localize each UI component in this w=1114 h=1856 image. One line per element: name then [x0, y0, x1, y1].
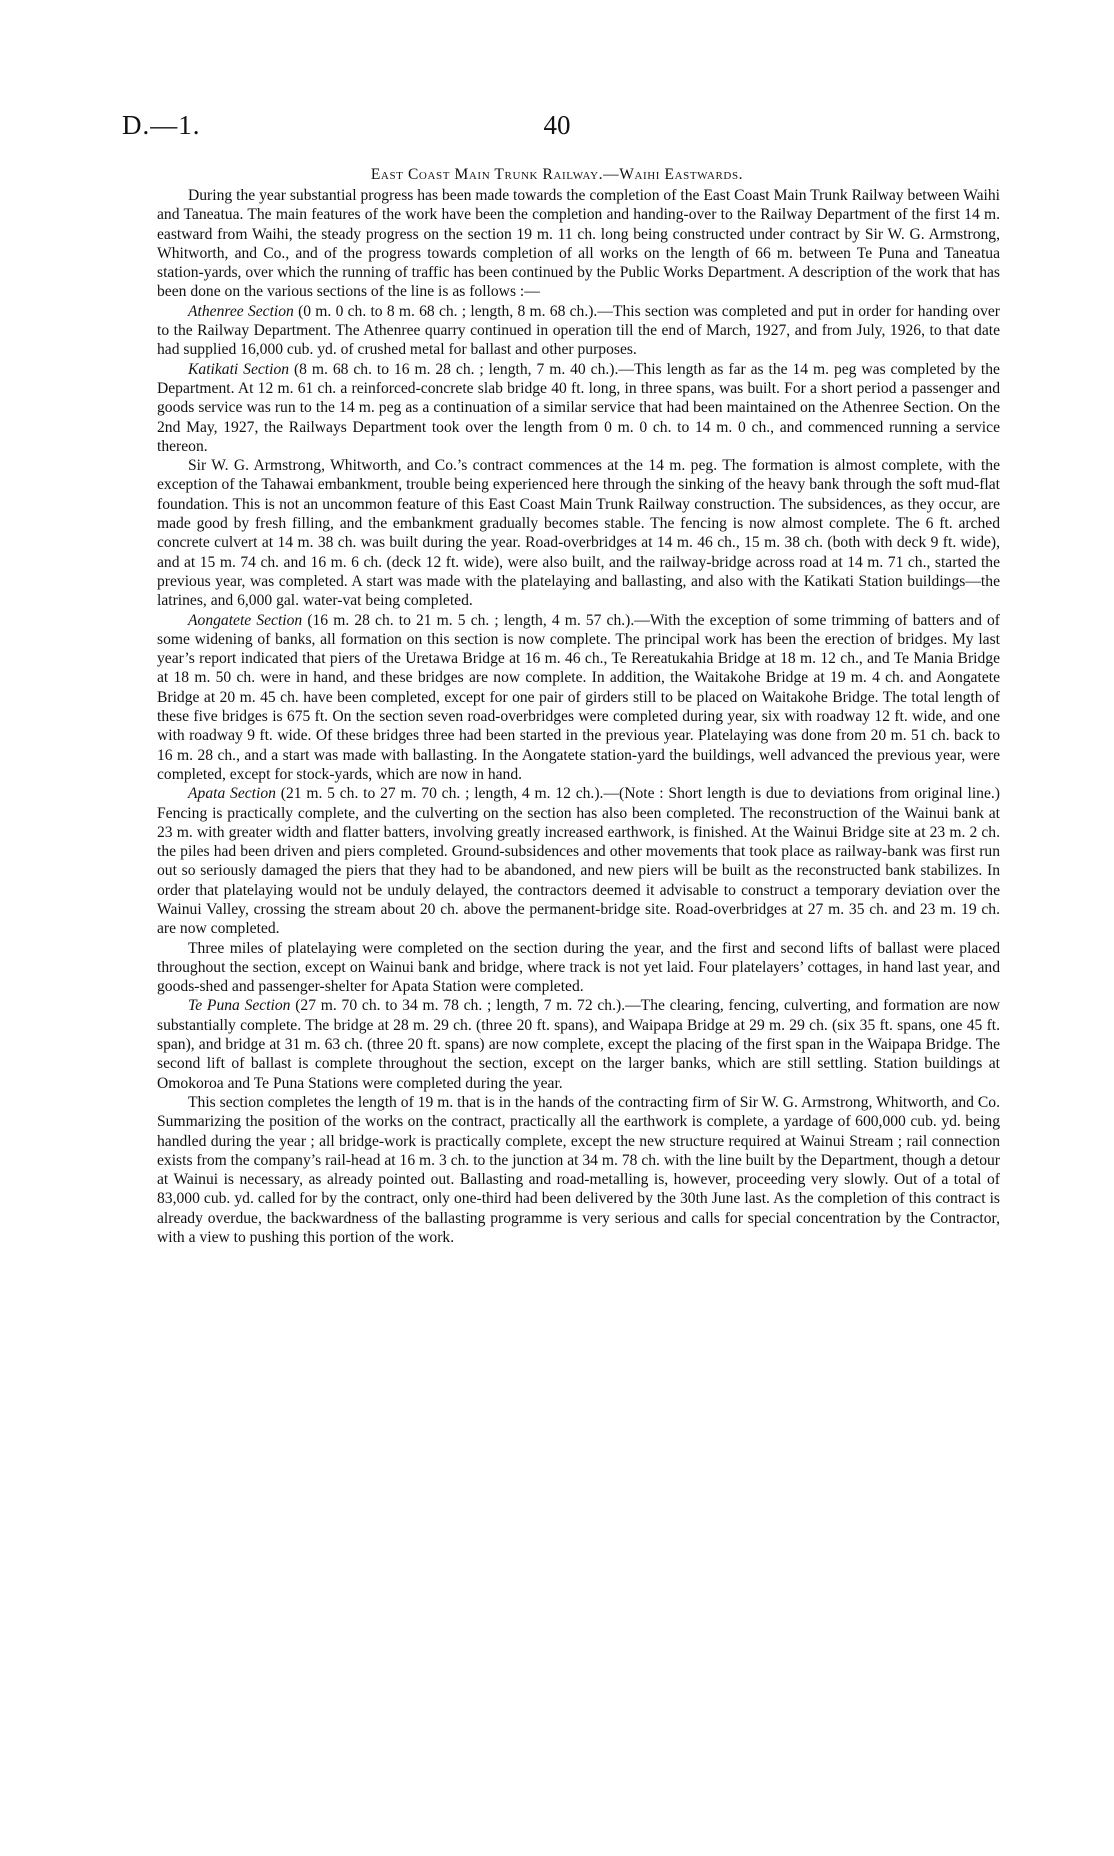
document-reference: D.—1. [122, 110, 201, 140]
section-title: East Coast Main Trunk Railway.—Waihi Eastwards. [370, 166, 744, 183]
page-header [122, 110, 992, 146]
paragraph-contract: Sir W. G. Armstrong, Whitworth, and Co.’s contract commences at the 14 m. peg. The formation is almost complete, with the exception of the Tahawai embankment, trouble being experienced here through the sinking of the heavy bank through the soft mud-flat foundation. This is not an uncommon feature of this East Coast Main Trunk Railway construction. The subsidences, as they occur, are made good by fresh filling, and the embankment gradually becomes stable. The fencing is now almost complete. The 6 ft. arched concrete culvert at 14 m. 38 ch. was built during the year. Road-overbridges at 14 m. 46 ch., 15 m. 38 ch. (both with deck 9 ft. wide), and at 15 m. 74 ch. and 16 m. 6 ch. (deck 12 ft. wide), were also built, and the railway-bridge across road at 14 m. 71 ch., started the previous year, was completed. A start was made with the platelaying and ballasting, and also with the Katikati Station buildings—the latrines, and 6,000 gal. water-vat being completed. [157, 457, 1000, 610]
section-label: Aongatete Section [188, 611, 303, 629]
paragraph-te-puna-section: Te Puna Section (27 m. 70 ch. to 34 m. 78 ch. ; length, 7 m. 72 ch.).—The clearing, fencing, culverting, and formation are now substantially complete. The bridge at 28 m. 29 ch. (three 20 ft. spans), and Waipapa Bridge at 29 m. 29 ch. (six 35 ft. spans, one 45 ft. span), and bridge at 31 m. 63 ch. (three 20 ft. spans) are now complete, except the placing of the first span in the Waipapa Bridge. The second lift of ballast is complete throughout the section, except on the larger banks, which are still settling. Station buildings at Omokoroa and Te Puna Stations were completed during the year. [157, 997, 1000, 1092]
section-label: Athenree Section [188, 302, 294, 320]
section-label: Apata Section [188, 785, 276, 803]
paragraph-summary: This section completes the length of 19 m. that is in the hands of the contracting firm of Sir W. G. Armstrong, Whitworth, and Co. Summarizing the position of the works on the contract, practically all the earthwork is complete, a yardage of 600,000 cub. yd. being handled during the year ; all bridge-work is practically complete, except the new structure required at Wainui Stream ; rail connection exists from the company’s rail-head at 16 m. 3 ch. to the junction at 34 m. 78 ch. with the line built by the Department, though a detour at Wainui is necessary, as already pointed out. Ballasting and road-metalling is, however, proceeding very slowly. Out of a total of 83,000 cub. yd. called for by the contract, only one-third had been delivered by the 30th June last. As the completion of this contract is already overdue, the backwardness of the ballasting programme is very serious and calls for special concentration by the Contractor, with a view to pushing this portion of the work. [157, 1093, 1000, 1247]
paragraph-athenree-section: Athenree Section (0 m. 0 ch. to 8 m. 68 ch. ; length, 8 m. 68 ch.).—This section was completed and put in order for handing over to the Railway Department. The Athenree quarry continued in operation till the end of March, 1927, and from July, 1926, to that date had supplied 16,000 cub. yd. of crushed metal for ballast and other purposes. [157, 302, 1000, 359]
section-label: Te Puna Section [188, 997, 291, 1015]
paragraph-platelaying: Three miles of platelaying were completed on the section during the year, and the first and second lifts of ballast were placed throughout the section, except on Wainui bank and bridge, where track is not yet laid. Four platelayers’ cottages, in hand last year, and goods-shed and passenger-shelter for Apata Station were completed. [157, 939, 1000, 996]
page-number: 40 [543, 110, 571, 140]
paragraph-apata-section: Apata Section (21 m. 5 ch. to 27 m. 70 ch. ; length, 4 m. 12 ch.).—(Note : Short length is due to deviations from original line.) Fencing is practically complete, and the culverting on the section has also been completed. The reconstruction of the Wainui bank at 23 m. with greater width and flatter batters, involving greatly increased earthwork, is finished. At the Wainui Bridge site at 23 m. 2 ch. the piles had been driven and piers completed. Ground-subsidences and other movements that took place as railway-bank was first run out so seriously damaged the piers that they had to be abandoned, and new piers will be built as the reconstructed bank stabilizes. In order that platelaying would not be unduly delayed, the contractors deemed it advisable to construct a temporary deviation over the Wainui Valley, crossing the stream about 20 ch. above the permanent-bridge site. Road-overbridges at 27 m. 35 ch. and 23 m. 19 ch. are now completed. [157, 785, 1000, 938]
paragraph-aongatete-section: Aongatete Section (16 m. 28 ch. to 21 m. 5 ch. ; length, 4 m. 57 ch.).—With the exception of some trimming of batters and of some widening of banks, all formation on this section is now complete. The principal work has been the erection of bridges. My last year’s report indicated that piers of the Uretawa Bridge at 16 m. 46 ch., Te Rereatukahia Bridge at 18 m. 12 ch., and Te Mania Bridge at 18 m. 50 ch. were in hand, and these bridges are now complete. In addition, the Waitakohe Bridge at 19 m. 4 ch. and Aongatete Bridge at 20 m. 45 ch. have been completed, except for one pair of girders still to be placed on Waitakohe Bridge. The total length of these five bridges is 675 ft. On the section seven road-overbridges were completed during year, six with roadway 12 ft. wide, and one with roadway 9 ft. wide. Of these bridges three had been started in the previous year. Platelaying was done from 20 m. 51 ch. back to 16 m. 28 ch., and a start was made with ballasting. In the Aongatete station-yard the buildings, well advanced the previous year, were completed, except for stock-yards, which are now in hand. [157, 611, 1000, 783]
paragraph-intro: During the year substantial progress has been made towards the completion of the East Coast Main Trunk Railway between Waihi and Taneatua. The main features of the work have been the completion and handing-over to the Railway Department of the first 14 m. eastward from Waihi, the steady progress on the section 19 m. 11 ch. long being constructed under contract by Sir W. G. Armstrong, Whitworth, and Co., and of the progress towards completion of all works on the length of 66 m. between Te Puna and Taneatua station-yards, over which the running of traffic has been continued by the Public Works Department. A description of the work that has been done on the various sections of the line is as follows :— [157, 187, 1000, 301]
section-label: Katikati Section [188, 360, 290, 378]
body-text [157, 186, 1000, 1247]
paragraph-katikati-section: Katikati Section (8 m. 68 ch. to 16 m. 28 ch. ; length, 7 m. 40 ch.).—This length as far as the 14 m. peg was completed by the Department. At 12 m. 61 ch. a reinforced-concrete slab bridge 40 ft. long, in three spans, was built. For a short period a passenger and goods service was run to the 14 m. peg as a continuation of a similar service that had been maintained on the Athenree Section. On the 2nd May, 1927, the Railways Department took over the length from 0 m. 0 ch. to 14 m. 0 ch., and commenced running a service thereon. [157, 360, 1000, 455]
